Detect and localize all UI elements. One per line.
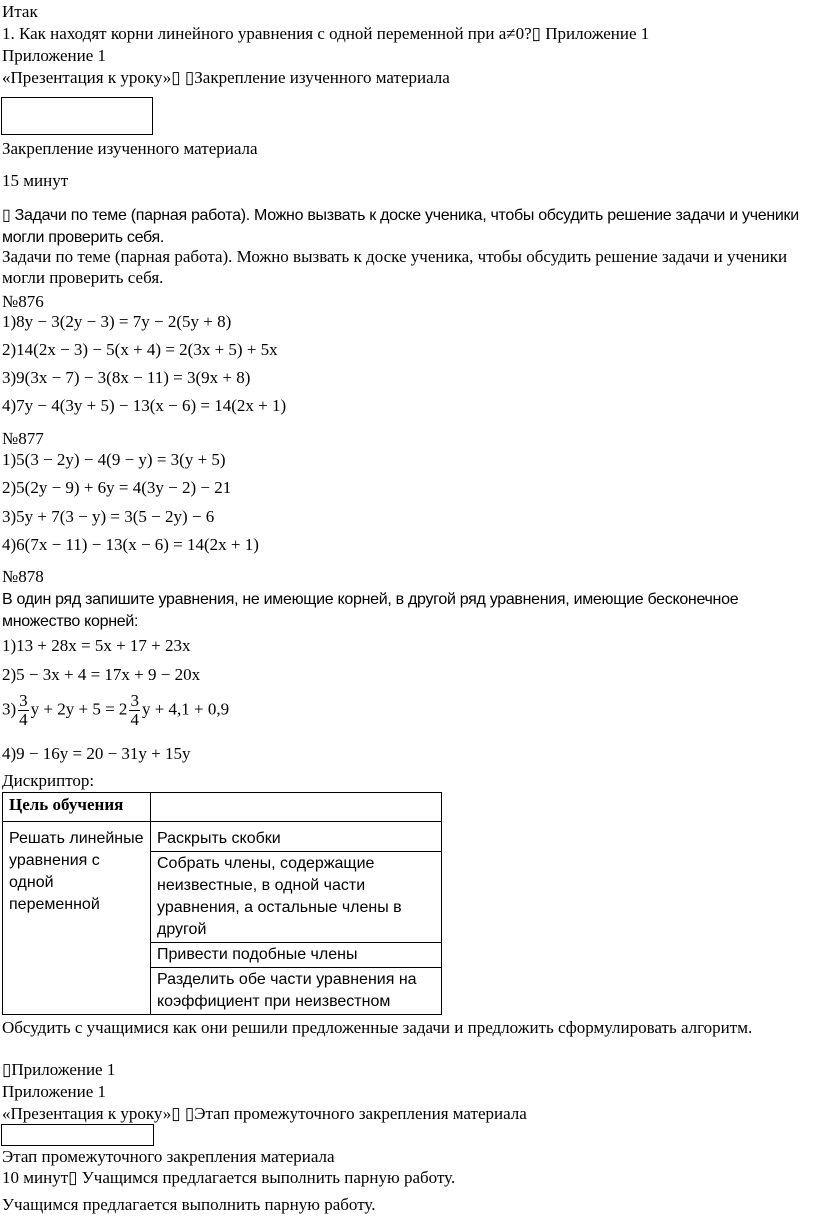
step-cell: Собрать члены, содержащие неизвестные, в одной части уравнения, а остальные члены в другой [151, 852, 442, 943]
equation-876-1: 1)8y − 3(2y − 3) = 7y − 2(5y + 8) [2, 312, 232, 331]
presentation-target-link[interactable]: Этап промежуточного закрепления материала [194, 1104, 527, 1123]
fraction-three-quarters [18, 692, 29, 729]
fraction-numerator: 3 [19, 691, 28, 710]
equation-876-3: 3)9(3x − 7) − 3(8x − 11) = 3(9x + 8) [2, 368, 251, 387]
task-bold-content: Задачи по теме (парная работа). Можно вызвать к доске ученика, чтобы обсудить решение задачи и ученики могли проверить себя. [2, 207, 799, 246]
placeholder-glyph-icon: ▯ [68, 1168, 82, 1187]
step-cell: Привести подобные члены [151, 943, 442, 968]
placeholder-glyph-icon: ▯ [2, 207, 15, 224]
header-goal-cell: Цель обучения [3, 793, 151, 822]
image-placeholder-box [1, 97, 153, 135]
problem-877-label: №877 [2, 429, 44, 448]
placeholder-glyph-icon: ▯ ▯ [171, 68, 195, 87]
step-cell: Разделить обе части уравнения на коэффициент при неизвестном [151, 968, 442, 1015]
fraction-denominator: 4 [130, 710, 139, 729]
presentation-ref [2, 1104, 527, 1124]
equation-878-3-prefix: 3) [2, 699, 17, 719]
descriptor-table [2, 792, 442, 1015]
appendix-label: Приложение 1 [2, 1082, 106, 1101]
placeholder-glyph-icon: ▯ [531, 24, 542, 43]
equation-878-3-suffix: y + 4,1 + 0,9 [141, 699, 230, 719]
goal-cell: Решать линейные уравнения с одной переменной [3, 822, 151, 1015]
stage-time: 10 минут [2, 1168, 69, 1187]
descriptor-label: Дискриптор: [2, 771, 95, 790]
task-plain-text: Задачи по теме (парная работа). Можно вызвать к доске ученика, чтобы обсудить решение задачи и ученики могли проверить себя. [2, 247, 788, 287]
stage-time-line [2, 1168, 455, 1188]
fraction-three-quarters [129, 692, 140, 729]
equation-876-2: 2)14(2x − 3) − 5(x + 4) = 2(3x + 5) + 5x [2, 340, 278, 359]
fraction-denominator: 4 [19, 710, 28, 729]
fraction-numerator: 3 [130, 691, 139, 710]
appendix-link[interactable]: Приложение 1 [11, 1060, 116, 1079]
equation-878-4: 4)9 − 16y = 20 − 31y + 15y [2, 744, 191, 763]
image-placeholder-box [1, 1124, 154, 1146]
equation-877-3: 3)5y + 7(3 − y) = 3(5 − 2y) − 6 [2, 507, 215, 526]
equation-878-1: 1)13 + 28x = 5x + 17 + 23x [2, 636, 191, 655]
question-1 [2, 24, 649, 44]
table-row [3, 793, 442, 822]
step-cell: Раскрыть скобки [151, 822, 442, 852]
appendix-ref [2, 1060, 115, 1080]
problem-878-label: №878 [2, 567, 44, 586]
pair-work-text-2: Учащимся предлагается выполнить парную работу. [2, 1195, 376, 1214]
intro-itak: Итак [2, 2, 38, 21]
task-bold-text [2, 205, 816, 249]
problem-878-instruction: В один ряд запишите уравнения, не имеющие корней, в другой ряд уравнения, имеющие бесконечное множество корней: [2, 591, 739, 630]
equation-876-4: 4)7y − 4(3y + 5) − 13(x − 6) = 14(2x + 1) [2, 396, 287, 415]
pair-work-text: Учащимся предлагается выполнить парную работу. [81, 1168, 456, 1187]
equation-877-1: 1)5(3 − 2y) − 4(9 − y) = 3(y + 5) [2, 450, 226, 469]
presentation-link[interactable]: «Презентация к уроку» [2, 68, 172, 87]
appendix-label: Приложение 1 [2, 46, 106, 65]
equation-878-3 [2, 692, 229, 729]
placeholder-glyph-icon: ▯ ▯ [171, 1104, 195, 1123]
discussion-text: Обсудить с учащимися как они решили предложенные задачи и предложить сформулировать алгоритм. [2, 1018, 753, 1037]
presentation-ref [2, 68, 450, 88]
section-time: 15 минут [2, 171, 69, 190]
problem-876-label: №876 [2, 292, 44, 311]
stage-title: Этап промежуточного закрепления материала [2, 1147, 335, 1166]
presentation-target-link[interactable]: Закрепление изученного материала [194, 68, 450, 87]
section-title: Закрепление изученного материала [2, 139, 258, 158]
presentation-link[interactable]: «Презентация к уроку» [2, 1104, 172, 1123]
header-empty-cell [151, 793, 442, 822]
equation-877-4: 4)6(7x − 11) − 13(x − 6) = 14(2x + 1) [2, 535, 259, 554]
appendix-link[interactable]: Приложение 1 [541, 24, 650, 43]
question-1-text: 1. Как находят корни линейного уравнения с одной переменной при а≠0? [2, 24, 532, 43]
equation-878-2: 2)5 − 3x + 4 = 17x + 9 − 20x [2, 665, 201, 684]
placeholder-glyph-icon: ▯ [2, 1060, 12, 1079]
equation-878-3-middle: y + 2y + 5 = 2 [30, 699, 128, 719]
equation-877-2: 2)5(2y − 9) + 6y = 4(3y − 2) − 21 [2, 478, 232, 497]
table-row [3, 822, 442, 852]
